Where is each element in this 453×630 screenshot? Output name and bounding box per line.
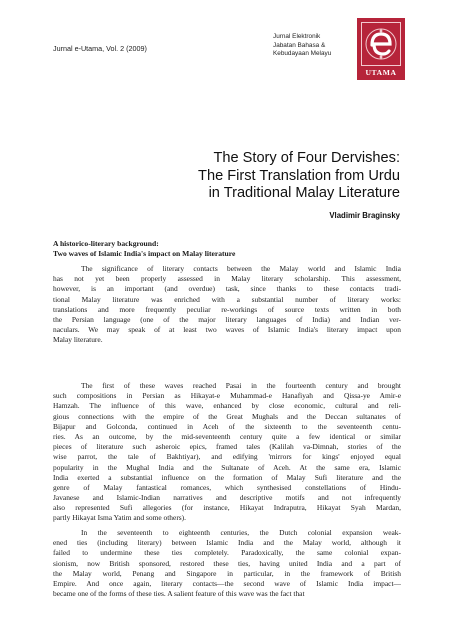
paragraph-line: failed to undermine these ties completely. Paradoxically, the same colonial expan- — [53, 548, 401, 558]
article-title — [90, 150, 400, 203]
title-line-1: The Story of Four Dervishes: — [213, 150, 400, 166]
section-heading-line-2: Two waves of Islamic India's impact on Malay literature — [53, 249, 236, 259]
paragraph-line: translations and more frequently peculiar re-workings of source texts written in both — [53, 304, 401, 314]
paragraph-line: has not yet been properly assessed in Malay literary scholarship. This assessment, — [53, 274, 401, 284]
paragraph-line: however, is an important (and overdue) task, since thanks to these contacts tradi- — [53, 284, 401, 294]
paragraph-line: partly Hikayat Isma Yatim and some others). — [53, 513, 187, 523]
publisher-block — [273, 33, 353, 59]
paragraph-line: The first of these waves reached Pasai in the fourteenth century and brought — [81, 381, 401, 390]
paragraph-line: wise parrot, the tale of Bakhtiyar), and edifying 'mirrors for kings' enjoyed equal — [53, 452, 401, 462]
paragraph-line: popularity in the Mughal India and the Sultanate of Aceh. At the same era, Islamic — [53, 462, 401, 472]
publisher-line-1: Jurnal Elektronik — [273, 33, 321, 40]
paragraph-line: In the seventeenth to eighteenth centuries, the Dutch colonial expansion weak- — [81, 528, 401, 537]
paragraph-1 — [53, 264, 401, 346]
paragraph-3 — [53, 528, 401, 599]
paragraph-line: the Malay world, Penang and Singapore in particular, in the framework of British — [53, 568, 401, 578]
paragraph-line: sionism, now British sponsored, restored these ties, having united India and a part of — [53, 558, 401, 568]
author-name: Vladimir Braginsky — [329, 211, 400, 220]
paragraph-line: Empire. And once again, literary contacts—the second wave of Islamic India impact— — [53, 578, 401, 588]
paragraph-line: gious connections with the empire of the Great Mughals and the Deccan sultanates of — [53, 411, 401, 421]
paragraph-line: tional Malay literature was enriched with a substantial number of literary works: — [53, 294, 401, 304]
paragraph-line: naculars. We may speak of at least two waves of Islamic India's literary impact upon — [53, 325, 401, 335]
section-heading-line-1: A historico-literary background: — [53, 239, 159, 248]
logo-emblem-icon — [362, 23, 400, 65]
paragraph-2 — [53, 381, 401, 524]
title-line-2: The First Translation from Urdu — [198, 167, 400, 184]
paragraph-line: the Persian language (one of the major literary languages of India) and Indian ver- — [53, 314, 401, 324]
journal-logo — [357, 18, 405, 80]
logo-frame — [361, 22, 401, 66]
title-line-3: in Traditional Malay Literature — [208, 185, 400, 201]
paragraph-line: also represented Sufi allegories (for instance, Hikayat Indraputra, Hikayat Syah Mardan, — [53, 503, 401, 513]
journal-citation-text: Jurnal e-Utama, Vol. 2 (2009) — [53, 44, 147, 53]
paragraph-line: The significance of literary contacts between the Malay world and Islamic India — [81, 264, 401, 273]
paragraph-line: genre of Malay fantastical romances, which synthesised constellations of Hindu- — [53, 482, 401, 492]
paragraph-line: became one of the forms of these ties. A salient feature of this wave was the fact that — [53, 589, 305, 599]
paragraph-line: pieces of literature such asheroic epics, framed tales (Kalilah va-Dimnah, stories of the — [53, 442, 401, 452]
paragraph-line: India exerted a substantial influence on the formation of Malay Sufi literature and the — [53, 472, 401, 482]
paragraph-line: ened ties (including literary) between Islamic India and the Malay world, although it — [53, 538, 401, 548]
section-heading — [53, 239, 403, 260]
paragraph-line: such compositions in Persian as Hikayat-e Muhammad-e Hanafiyah and Qissa-ye Amir-e — [53, 391, 401, 401]
paragraph-line: Hamzah. The influence of this wave, enhanced by close economic, cultural and reli- — [53, 401, 401, 411]
paragraph-line: Bijapur and Golconda, continued in Aceh of the sixteenth to the seventeenth centu- — [53, 421, 401, 431]
paragraph-line: Malay literature. — [53, 335, 103, 345]
publisher-line-3: Kebudayaan Melayu — [273, 50, 332, 58]
logo-word: UTAMA — [365, 68, 397, 77]
publisher-line-2: Jabatan Bahasa & — [273, 41, 326, 49]
paragraph-line: Javanese and Islamic-Indian narratives and descriptive motifs and not infrequently — [53, 493, 401, 503]
journal-citation — [53, 44, 147, 53]
paragraph-line: ries. As an outcome, by the mid-seventeenth century quite a few identical or similar — [53, 431, 401, 441]
